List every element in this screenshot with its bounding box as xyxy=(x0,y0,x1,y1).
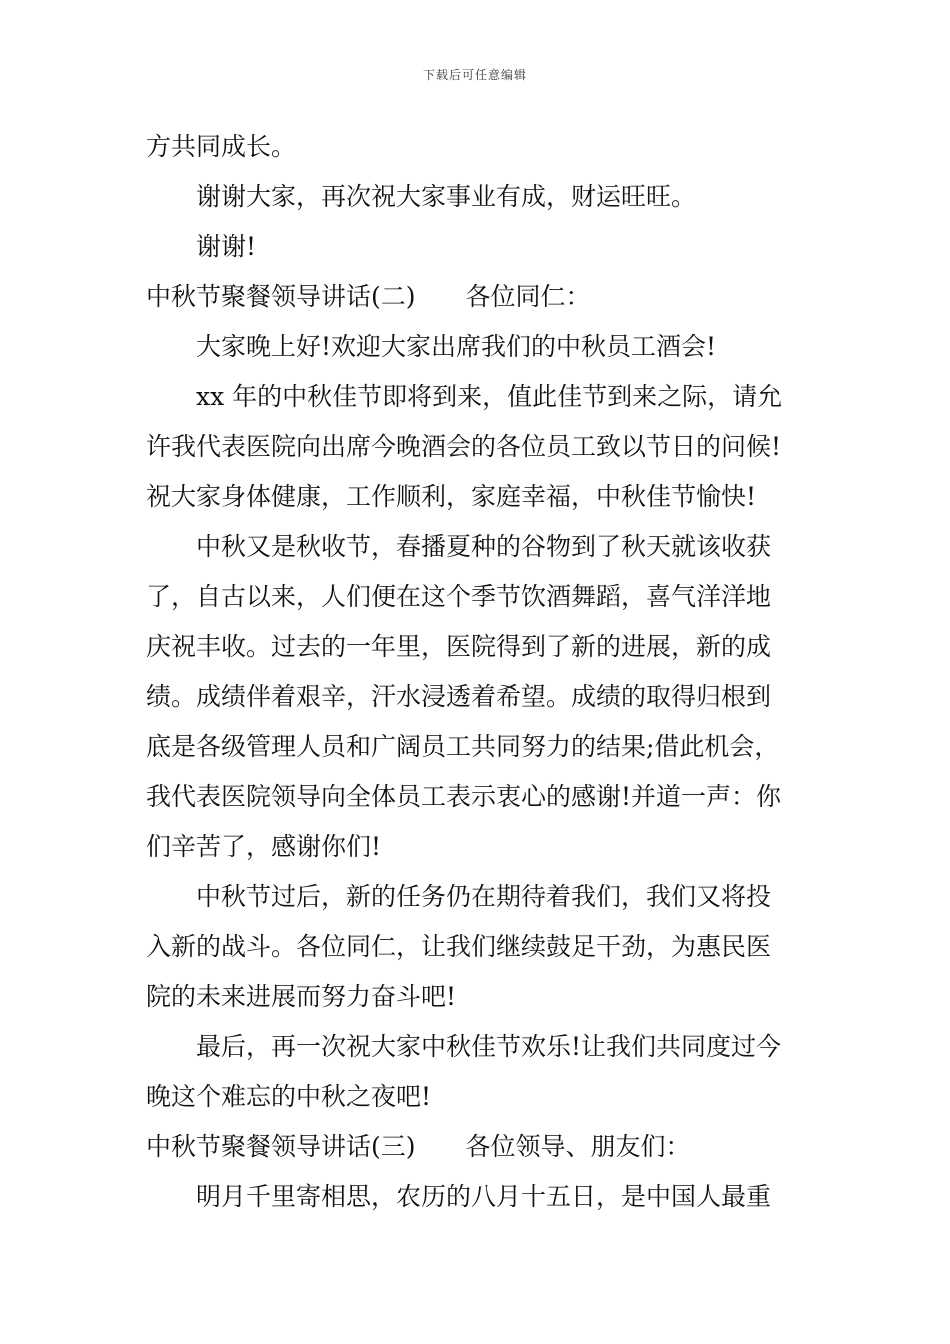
text-line: 我代表医院领导向全体员工表示衷心的感谢!并道一声：你 xyxy=(146,782,782,811)
page-header: 下载后可任意编辑 xyxy=(422,68,527,82)
section-title: 中秋节聚餐领导讲话(二) xyxy=(146,282,416,311)
text-line: 院的未来进展而努力奋斗吧! xyxy=(146,982,457,1011)
text-line: xx 年的中秋佳节即将到来，值此佳节到来之际，请允 xyxy=(196,382,783,411)
text-line: 庆祝丰收。过去的一年里，医院得到了新的进展，新的成 xyxy=(146,632,772,661)
text-line: 入新的战斗。各位同仁，让我们继续鼓足干劲，为惠民医 xyxy=(146,932,772,961)
text-line: 大家晚上好!欢迎大家出席我们的中秋员工酒会! xyxy=(196,332,717,361)
section-title: 中秋节聚餐领导讲话(三) xyxy=(146,1132,416,1161)
text-line: 最后，再一次祝大家中秋佳节欢乐!让我们共同度过今 xyxy=(196,1032,782,1061)
text-line: 中秋又是秋收节，春播夏种的谷物到了秋天就该收获 xyxy=(196,532,772,561)
text-line: 了，自古以来，人们便在这个季节饮酒舞蹈，喜气洋洋地 xyxy=(146,582,772,611)
text-line: 方共同成长。 xyxy=(146,132,297,161)
text-line: 晚这个难忘的中秋之夜吧! xyxy=(146,1082,432,1111)
text-line: 们辛苦了，感谢你们! xyxy=(146,832,382,861)
document-body xyxy=(146,122,810,1222)
text-line: 谢谢! xyxy=(196,232,257,261)
text-line: 祝大家身体健康，工作顺利，家庭幸福，中秋佳节愉快! xyxy=(146,482,757,511)
text-line: 谢谢大家，再次祝大家事业有成，财运旺旺。 xyxy=(196,182,697,211)
text-line: 底是各级管理人员和广阔员工共同努力的结果;借此机会， xyxy=(146,732,780,761)
text-line: 绩。成绩伴着艰辛，汗水浸透着希望。成绩的取得归根到 xyxy=(146,682,772,711)
section-salutation: 各位领导、朋友们： xyxy=(465,1132,691,1161)
text-line: 许我代表医院向出席今晚酒会的各位员工致以节日的问候! xyxy=(146,432,782,461)
section-heading-two xyxy=(146,272,810,322)
text-line: 明月千里寄相思，农历的八月十五日，是中国人最重 xyxy=(196,1182,772,1211)
section-heading-three xyxy=(146,1122,810,1172)
text-line: 中秋节过后，新的任务仍在期待着我们，我们又将投 xyxy=(196,882,772,911)
section-salutation: 各位同仁： xyxy=(465,282,591,311)
